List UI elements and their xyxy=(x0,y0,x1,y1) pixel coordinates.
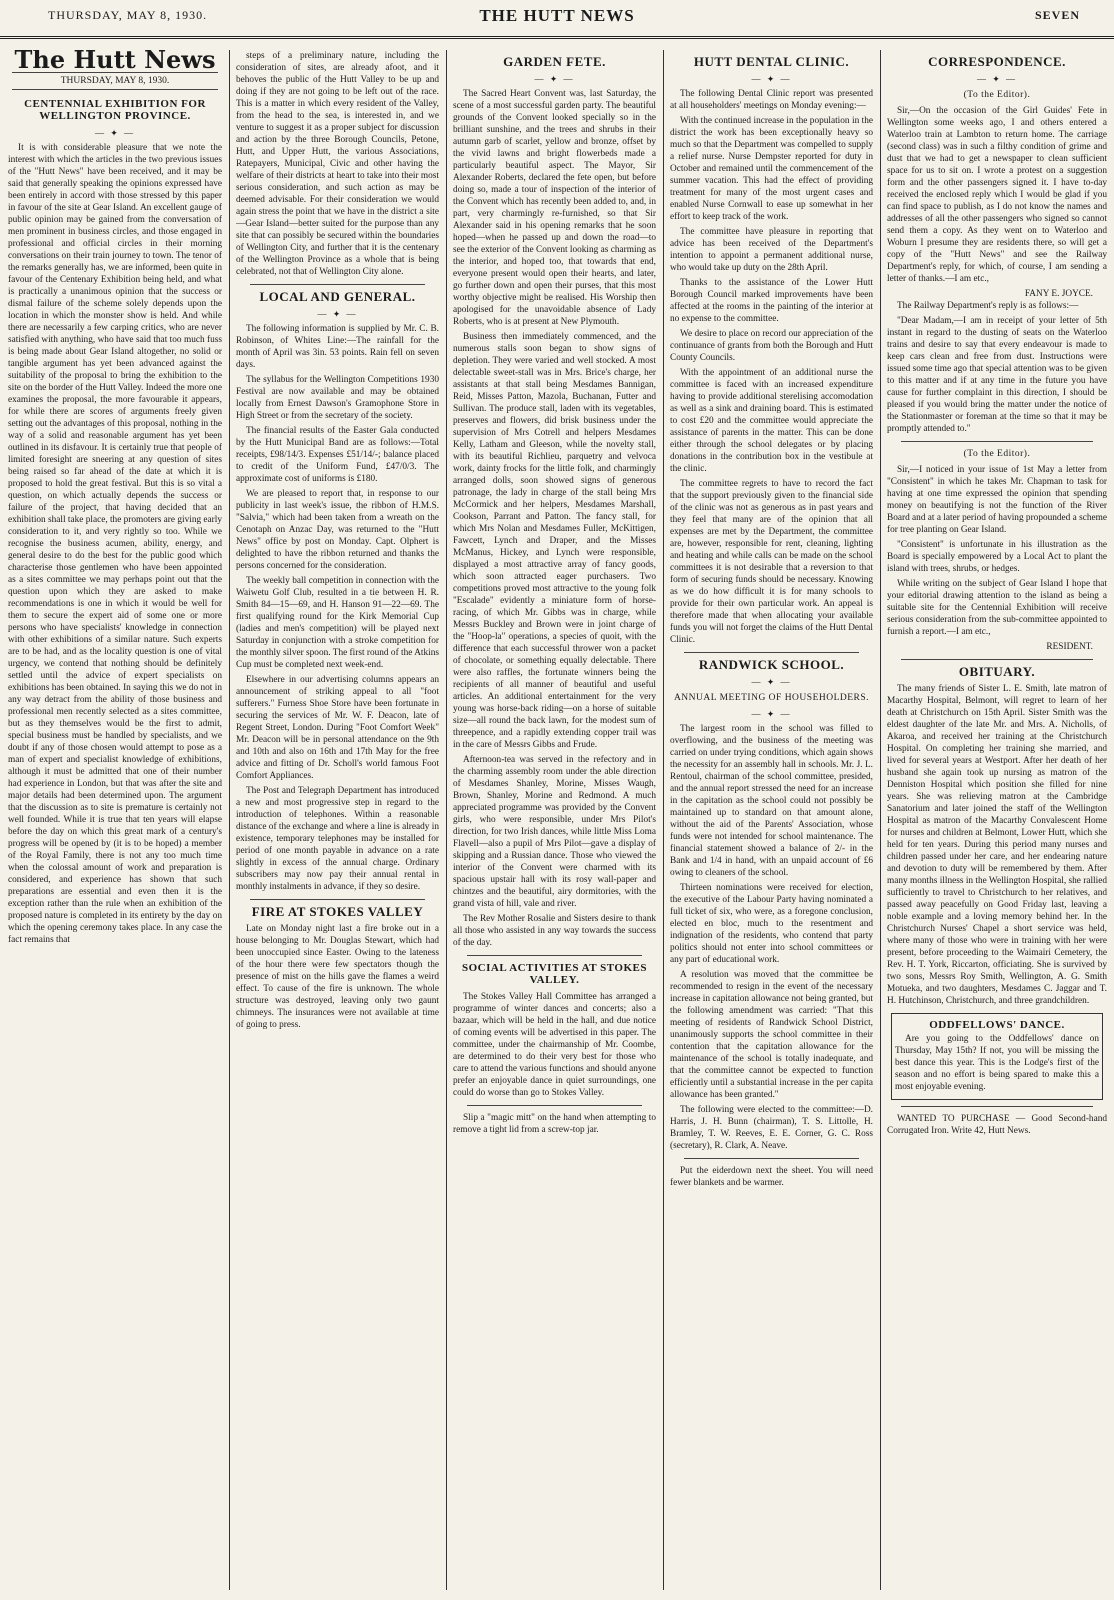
randwick-paragraph: Thirteen nominations were received for election, the executive of the Labour Party having nominated a full ticket of six, who were, as a foregone conclusion, elected en bloc, much to the resentment and indignation of the residents, who contend that party politics should not enter into school committees or any part of educational work. xyxy=(670,883,873,965)
dental-clinic-title: HUTT DENTAL CLINIC. xyxy=(693,54,850,69)
dental-paragraph: With the continued increase in the population in the district the work has been exceptionally heavy so much so that the Department was compelled to supply a relief nurse. Nurse Dempster reported for duty in October and remained until the commencement of the summer vacation. This had the effect of providing treatment for many of the most urgent cases and enabled Nurse Cornwall to ease up somewhat in her effort to keep track of the work. xyxy=(670,116,873,222)
oddfellows-ad xyxy=(891,1013,1103,1100)
randwick-paragraph: The largest room in the school was filled to overflowing, and the business of the meeting was carried on under trying conditions, which again shows the necessity for an assembly hall in schools. Mr. J. L. Rentoul, chairman of the school committee, presided, and the annual report stressed the need for an increase in the capitation as the school could not possibly be maintained up to standard on that amount alone, without the aid of the Parents' Association, whose funds were not intended for school maintenance. The financial statement showed a balance of 2/- in the Bank and 1/4 in hand, with an unpaid account of £6 owing to cleaners of the school. xyxy=(670,724,873,878)
local-item: The syllabus for the Wellington Competitions 1930 Festival are now available and may be obtained locally from Ernest Dawson's Gramophone Store in High Street or from the secretary of the society. xyxy=(236,375,439,421)
divider xyxy=(467,1105,642,1106)
editorial-title: CENTENNIAL EXHIBITION FOR WELLINGTON PROVINCE. xyxy=(24,98,206,122)
randwick-subtitle: ANNUAL MEETING OF HOUSEHOLDERS. xyxy=(673,693,870,703)
divider xyxy=(901,659,1093,660)
letter-text: Sir,—On the occasion of the Girl Guides' Fete in Wellington some weeks ago, I and others entered a Waterloo train at Lambton to return home. The carriage (second class) was in such a filthy condition of grime and dust that we had to get a newspaper to clean sufficient space for us to sit on. I wrote a protest on a suggestion form and the other passengers signed it. I have to-day received the enclosed reply which I would be glad if you can find space to publish, as I do not know the names and addresses of all the other passengers who signed so cannot send them a copy. As they went on to Waterloo and Woburn I presume they are residents there, so will get a copy of the "Hutt News" and see the Railway Department's reply, for which, of course, I am sending a letter of thanks.—I am etc., xyxy=(887,106,1107,284)
divider xyxy=(901,441,1093,442)
local-general-title: LOCAL AND GENERAL. xyxy=(259,289,416,304)
dental-paragraph: The following Dental Clinic report was presented at all householders' meetings on Monday evening:— xyxy=(670,89,873,111)
dental-paragraph: The committee have pleasure in reporting that advice has been received of the Department's intention to appoint a permanent additional nurse, who would take up duty on the 28th April. xyxy=(670,227,873,273)
editorial-continued: steps of a preliminary nature, including the consideration of sites, are already afoot, and it behoves the public of the Hutt Valley to be up and doing if they are not going to be left out of the race. This is a matter in which every resident of the Valley, from the head to the sea, is interested in, and we venture to suggest it as a proper subject for discussion and action by the three Borough Councils, Petone, Hutt, and Upper Hutt, the various Associations, Ratepayers, Municipal, Civic and other having the welfare of their districts at heart to take into their most serious consideration, and such action as may be deemed advisable. For their consideration we would again stress the point that we have in the district a site—Gear Island—better suited for the purpose than any site that can possibly be secured within the boundaries of Wellington City, and further that it is the centenary of the Wellington Province as a whole that is being celebrated, not that of Wellington City alone. xyxy=(236,51,439,277)
column-fete xyxy=(453,50,656,1590)
header-date: THURSDAY, MAY 8, 1930. xyxy=(48,8,208,22)
social-text: The Stokes Valley Hall Committee has arranged a programme of winter dances and concerts; also a bazaar, which will be held in the hall, and due notice of coming events will be advertised in this paper. The committee, under the chairmanship of Mr. Coombe, are determined to do their very best for those who care to attend the various functions and should anyone prefer an enjoyable dance in quiet surroundings, one could do worse than go to Stokes Valley. xyxy=(453,992,656,1098)
letter-salutation: (To the Editor). xyxy=(963,449,1031,459)
dental-paragraph: The committee regrets to have to record the fact that the support previously given to the financial side of the clinic was not as generous as in past years and they feel that many are of the opinion that all expenses are met by the Department, the committee are, however, responsible for rent, cleaning, lighting and heating and while calls can be made on the school committees it is not desirable that a reversion to that form of securing funds should be necessary. Knowing as we do how difficult it is for many schools to provide for their own particular work. An appeal is therefore made that when allocating your available funds you will not forget the claims of the Hutt Dental Clinic. xyxy=(670,479,873,645)
divider: — ✦ — xyxy=(976,74,1018,84)
correspondence-title: CORRESPONDENCE. xyxy=(928,54,1066,69)
letter-text: While writing on the subject of Gear Island I hope that your editorial drawing attention to the island as being a suitable site for the Centennial Exhibition will receive serious consideration from the sub-committee appointed to furnish a report.—I am etc., xyxy=(887,579,1107,637)
letter-text: "Consistent" is unfortunate in his illustration as the Board is specially empowered by a Local Act to plant the island with trees, shrubs, or hedges. xyxy=(887,540,1107,574)
letter-text: Sir,—I noticed in your issue of 1st May a letter from "Consistent" in which he takes Mr. Chapman to task for having at one time expressed the opinion that spending money on beautifying is not the function of the River Board and at a later period of having propounded a scheme for tree planting on Gear Island. xyxy=(887,465,1107,535)
column-dental xyxy=(670,50,873,1590)
divider xyxy=(250,284,425,285)
column-local xyxy=(236,50,439,1590)
nameplate-date: THURSDAY, MAY 8, 1930. xyxy=(12,72,218,90)
divider: — ✦ — xyxy=(751,709,792,719)
letter-signature: RESIDENT. xyxy=(1046,642,1093,652)
divider: — ✦ — xyxy=(317,309,358,319)
divider xyxy=(901,1106,1093,1107)
randwick-paragraph: A resolution was moved that the committee be recommended to resign in the event of the necessary increase in capitation allowance not being granted, but the following amendment was carried: "That this meeting of residents of Randwick School District, unanimously supports the school committee in their contention that the capitation allowance for the maintenance of the school is totally inadequate, and that the committee cannot be expected to function efficiently until a substantial increase in the per capita allowance has been granted." xyxy=(670,970,873,1100)
oddfellows-title: ODDFELLOWS' DANCE. xyxy=(929,1019,1065,1031)
randwick-paragraph: The following were elected to the committee:—D. Harris, J. H. Bunn (chairman), T. S. Littolle, H. Bramley, T. W. Reeves, E. E. Corner, G. C. Ross (secretary), R. Clark, A. Neave. xyxy=(670,1105,873,1151)
local-item: The weekly ball competition in connection with the Waiwetu Golf Club, resulted in a tie between H. R. Smith 84—15—69, and H. Hanson 91—22—69. The first qualifying round for the Kirk Memorial Cup (ladies and men's competition) will be played next Saturday in conjunction with a stroke competition for the monthly silver spoon. The first round of the Atkins Cup must be completed next week-end. xyxy=(236,576,439,670)
wanted-ad: WANTED TO PURCHASE — Good Second-hand Corrugated Iron. Write 42, Hutt News. xyxy=(887,1114,1107,1136)
fete-paragraph: The Rev Mother Rosalie and Sisters desire to thank all those who assisted in any way towards the success of the day. xyxy=(453,914,656,948)
fire-title: FIRE AT STOKES VALLEY xyxy=(251,904,424,919)
column-editorial xyxy=(8,50,222,1590)
local-item: Elsewhere in our advertising columns appears an announcement of striking appeal to all "foot sufferers." Furness Shoe Store have been fortunate in securing the services of Mr. W. F. Deacon, late of Regent Street, London. During "Foot Comfort Week" Mr. Deacon will be in personal attendance on the 9th and 10th and also on 16th and 17th May for the free advice and fitting of Dr. Scholl's world famous Foot Comfort Appliances. xyxy=(236,675,439,781)
header-page-number: SEVEN xyxy=(1034,8,1080,22)
dental-paragraph: We desire to place on record our appreciation of the continuance of grants from both the Borough and Hutt County Councils. xyxy=(670,329,873,363)
column-rule xyxy=(446,50,447,1590)
letter-signature: FANY E. JOYCE. xyxy=(1024,289,1093,299)
eiderdown-tip: Put the eiderdown next the sheet. You will need fewer blankets and be warmer. xyxy=(670,1166,873,1188)
dental-paragraph: With the appointment of an additional nurse the committee is faced with an increased expenditure having to provide additional sterelising accomodation as well as a sink and draining board. This is estimated to cost £20 and the committee would appreciate the assistance of parents in the matter. This can be done either through the school delegates or by placing donations in the contribution box in the vestibule at the clinic. xyxy=(670,368,873,474)
local-item: We are pleased to report that, in response to our publicity in last week's issue, the ribbon of H.M.S. "Salvia," which had been taken from a wreath on the Cenotaph on Anzac Day, was returned to the "Hutt News" office by post on Monday. Capt. Olphert is delighted to have the ribbon returned and thanks the persons concerned for the consideration. xyxy=(236,489,439,571)
divider xyxy=(250,899,425,900)
local-item: The Post and Telegraph Department has introduced a new and most progressive step in regard to the introduction of telephones. Within a reasonable distance of the exchange and where a line is already in existence, temporary telephones may be installed for period of one month payable in advance on a rate slightly in excess of the annual charge. Ordinary subscribers may now pay their annual rental in monthly instalments in advance, if they so desire. xyxy=(236,786,439,892)
fire-text: Late on Monday night last a fire broke out in a house belonging to Mr. Douglas Stewart, which had been unoccupied since Easter. Owing to the lateness of the hour there were few spectators though the presence of mist on the hills gave the flames a weird effect. To cause of the fire is unknown. The whole structure was destroyed, leaving only two gaunt chimneys. The insurances were not available at time of going to press. xyxy=(236,924,439,1030)
column-rule xyxy=(229,50,230,1590)
divider xyxy=(684,1158,859,1159)
editorial-paragraph: It is with considerable pleasure that we note the interest with which the articles in the two previous issues of the "Hutt News" have been received, and it may be said that generally speaking the opinions expressed have been entirely in accord with those stressed by this paper in favour of the site at Gear Island. An excellent gauge of public opinion may be gained from the conversation of men prominent in business circles, and those engaged in professional and official circles in their morning conversations on their train journey to town. The tenor of the remarks generally has, we are informed, been quite in favour of the Centenary Exhibition being held, and what is practically a unanimous opinion that the success or dismal failure of the scheme solely depends upon the location in which the monster show is held. And while there are necessarily a few carping critics, who are never satisfied with anything, who have said that too much fuss is being made about Gear Island altogether, no solid or tangible argument has yet been advanced against the suitability of the proposal to bring the exhibition to the site on the border of the Hutt Valley. Indeed the more one examines the proposal, the more favourable it appears, for while there are scores of arguments freely given setting out the advantages of this proposal, nothing in the way of a solid and reasonable argument has yet been outlined in its disfavour. It is certainly true that people of limited foresight are sneering at any question of sites being raised so far ahead of the date at which it is proposed to hold the great festival. But this is so vital a question, on which actually depends the success or failure of the project, that having decided that an exhibition shall take place, the promoters are giving early consideration to it, and very rightly so too. While we recognise the business acumen, ability, energy, and general desire to do the best for the public good which characterise those gentlemen who have been appointed as a sites committee we may perhaps point out that the question upon which they are asked to make recommendations is one in which it would be well for them to secure the expert aid of some one or more persons who have specialists' knowledge in connection with other exhibitions of a similar nature. Such experts are to be had, and as the locality question is one of vital urgency, we contend that nothing should be definitely settled until the advice of expert specialists on exhibitions has been obtained. In saying this we do not in any way detract from the ability of those business and professional men recently selected as a sites committee, but as they themselves would be the first to admit, special business must be handled by specialists, and we doubt if any of those chosen would attempt to pose as a man of expert and specialist knowledge of exhibitions, although it must be admitted that one of their number had experience in London, but that was after the site and major details had been determined upon. The argument that the discussion as to site is premature is certainly not well founded. While it is true that ten years will elapse before the day on which this great mark of a century's progress will be opened by (it is to be hoped) a member of the Royal Family, there is not any too much time when the colossal amount of work and preparation is considered, and experience has shown that such preparations are essential and even then it is the exception rather than the rule when an exhibition of the proposed nature is completed in its entirety by the day on which the opening ceremony takes place. In any case the fact remains that xyxy=(8,143,222,945)
fete-paragraph: The Sacred Heart Convent was, last Saturday, the scene of a most successful garden party. The beautiful grounds of the Convent looked specially so in the brilliant sunshine, and the trees and shrubs in their autumn garb of scarlet, yellow and bronze, offset by the vivid lawns and bright flowerbeds made a particularly beautiful aspect. The Mayor, Sir Alexander Roberts, declared the fete open, but before doing so, made a tour of inspection of the interior of the Convent which has recently been added to, and, in part, very charmingly re-furnished, so that Sir Alexander said in his opening remarks that he soon hoped—when he passed up and down the road—to see the exterior of the Convent looking as charming as the interior, and hoped too, that towards that end, everyone present would open their hearts, and later, go further down and open their purses, that this most worthy objective might be realised. His Worship then apologised for the unavoidable absence of Lady Roberts, who is at present at New Plymouth. xyxy=(453,89,656,327)
column-correspondence xyxy=(887,50,1107,1590)
obituary-title: OBITUARY. xyxy=(958,664,1036,679)
randwick-school-title: RANDWICK SCHOOL. xyxy=(698,657,845,672)
divider: — ✦ — xyxy=(534,74,575,84)
fete-paragraph: Business then immediately commenced, and the numerous stalls soon began to show signs of depletion. They were varied and well stocked. A most delectable sweet-stall was in Mrs. Brice's charge, her assistants at that stall being Mesdames Bannigan, Reid, Misses Patton, Mazola, Buchanan, Futter and Sullivan. The produce stall, laden with its vegetables, preserves and flowers, did brisk business under the supervision of Mrs Cotrell and helpers Mesdames Kelly, Latham and Gleeson, while the novelty stall, with its beautiful Richlieu, parquetry and velvoca work, dainty frocks for the little folk, and charmingly arranged dolls, soon showed signs of generous patronage, the lady in charge of the stall being Mrs McCormick and her helpers, Mesdames Marshall, Cookson, Parrant and Patton. The fancy stall, for which Mrs Nolan and Mesdames Fuller, McKittigen, Fawcett, Lynch and Draper, and the Misses McManus, Hickey, and Lynch were responsible, displayed a most attractive array of fancy goods, which soon attracted eager purchasers. Two competitions proved most attractive to the young folk "Escalade" evidently a miniature form of horse-racing, of which Mr. Gibbs was in charge, while Messrs Buckley and Brown were in joint charge of the "Hoop-la" operations, a species of quoit, with the difference that each successful thrower won a packet of chocolate, or something equally delectable. There were also raffles, the fortunate winners being the recipients of all manner of beautiful and useful articles. An additional entertainment for the very young was horse-back riding—on a horse of suitable size—all round the back lawn, for the modest sum of threepence, and a rapidly extending copper trail was in the care of Messrs Gibbs and Frude. xyxy=(453,332,656,750)
dental-paragraph: Thanks to the assistance of the Lower Hutt Borough Council marked improvements have been affected at the rooms in the painting of the interior at no expense to the committee. xyxy=(670,278,873,324)
railway-reply: "Dear Madam,—I am in receipt of your letter of 5th instant in regard to the dusting of seats on the Waterloo trains and desire to say that every endeavour is made to keep cars clean and free from dust. Instructions were issued some time ago that special attention was to be given to this matter and if at any time in the future you have cause for further complaint in this direction, I should be pleased if you would bring the matter under the notice of the Stationmaster or foreman at the time so that it may be promptly attended to." xyxy=(887,316,1107,434)
local-item: The financial results of the Easter Gala conducted by the Hutt Municipal Band are as follows:—Total receipts, £98/14/3. Expenses £51/14/-; balance placed to credit of the Uniform Fund, £47/0/3. The approximate cost of uniforms is £180. xyxy=(236,426,439,484)
nameplate: The Hutt News xyxy=(14,50,216,74)
railway-intro: The Railway Department's reply is as follows:— xyxy=(897,301,1079,311)
divider: — ✦ — xyxy=(751,677,792,687)
letter-salutation: (To the Editor). xyxy=(963,90,1031,100)
oddfellows-text: Are you going to the Oddfellows' dance on Thursday, May 15th? If not, you will be missing the best dance this year. This is the Lodge's first of the season and no effort is being spared to make this a most enjoyable evening. xyxy=(895,1034,1099,1092)
magic-mitt-tip: Slip a "magic mitt" on the hand when attempting to remove a tight lid from a screw-top jar. xyxy=(453,1113,656,1135)
garden-fete-title: GARDEN FETE. xyxy=(503,54,606,69)
local-item: The following information is supplied by Mr. C. B. Robinson, of Whites Line:—The rainfall for the month of April was 3in. 53 points. Rain fell on seven days. xyxy=(236,324,439,370)
divider: — ✦ — xyxy=(94,128,136,138)
social-activities-title: SOCIAL ACTIVITIES AT STOKES VALLEY. xyxy=(462,962,647,986)
header-paper-title: THE HUTT NEWS xyxy=(479,6,635,25)
column-rule xyxy=(880,50,881,1590)
divider xyxy=(684,652,859,653)
page-header xyxy=(0,0,1114,39)
divider xyxy=(467,955,642,956)
column-rule xyxy=(663,50,664,1590)
fete-paragraph: Afternoon-tea was served in the refectory and in the charming assembly room under the able direction of Mesdames Shanley, Morine, Misses Waugh, Brown, Shanley, Morine and Redmond. A much appreciated programme was provided by the Convent girls, who were responsible, under Mrs Pilot's direction, for two Irish dances, while little Miss Loma Flavell—also a pupil of Mrs Pilot—gave a display of skipping and a Russian dance. Those who viewed the interior of the Convent were charmed with its spacious upstair hall with its rosy wall-paper and chintzes and the beautiful, airy dormitories, with the grand vista of hill, vale and river. xyxy=(453,755,656,909)
obituary-text: The many friends of Sister L. E. Smith, late matron of Macarthy Hospital, Belmont, will regret to learn of her death at Christchurch on 15th April. Sister Smith was the eldest daughter of the late Mr. and Mrs. A. Nicholls, of Akaroa, and received her training at the Christchurch Hospital. On completing her training she married, and lived for several years at Westport. After her death of her husband she again took up nursing as matron of the Denniston Hospital which position she filled for nine years. She was relieving matron at the Cambridge Sanatorium and later joined the staff of the Wellington Hospital as matron of the Macarthy Convalescent Home for nurses and children at Belmont, Lower Hutt, which she held for ten years. During this period many nurses and children passed under her care, and her endearing nature and devotion to duty will be remembered by them. After many months illness in the Wellington Hospital, she rallied sufficiently to travel to Christchurch to her relatives, and passed away peacefully on Good Friday last, leaving a noble example and a loving memory behind her. In the Christchurch Nurses' Chapel a short service was held, where many of those who were in training with her were present, before proceeding to the Waimairi Cemetery, the Rev. H. T. York, Riccarton, officiating. She is survived by two sons, Messrs Roy Smith, Wellington, A. G. Smith Motueka, and two daughters, Mesdames C. Jaggar and T. H. Hutchinson, Christchurch, and three grandchildren. xyxy=(887,684,1107,1006)
divider: — ✦ — xyxy=(751,74,792,84)
